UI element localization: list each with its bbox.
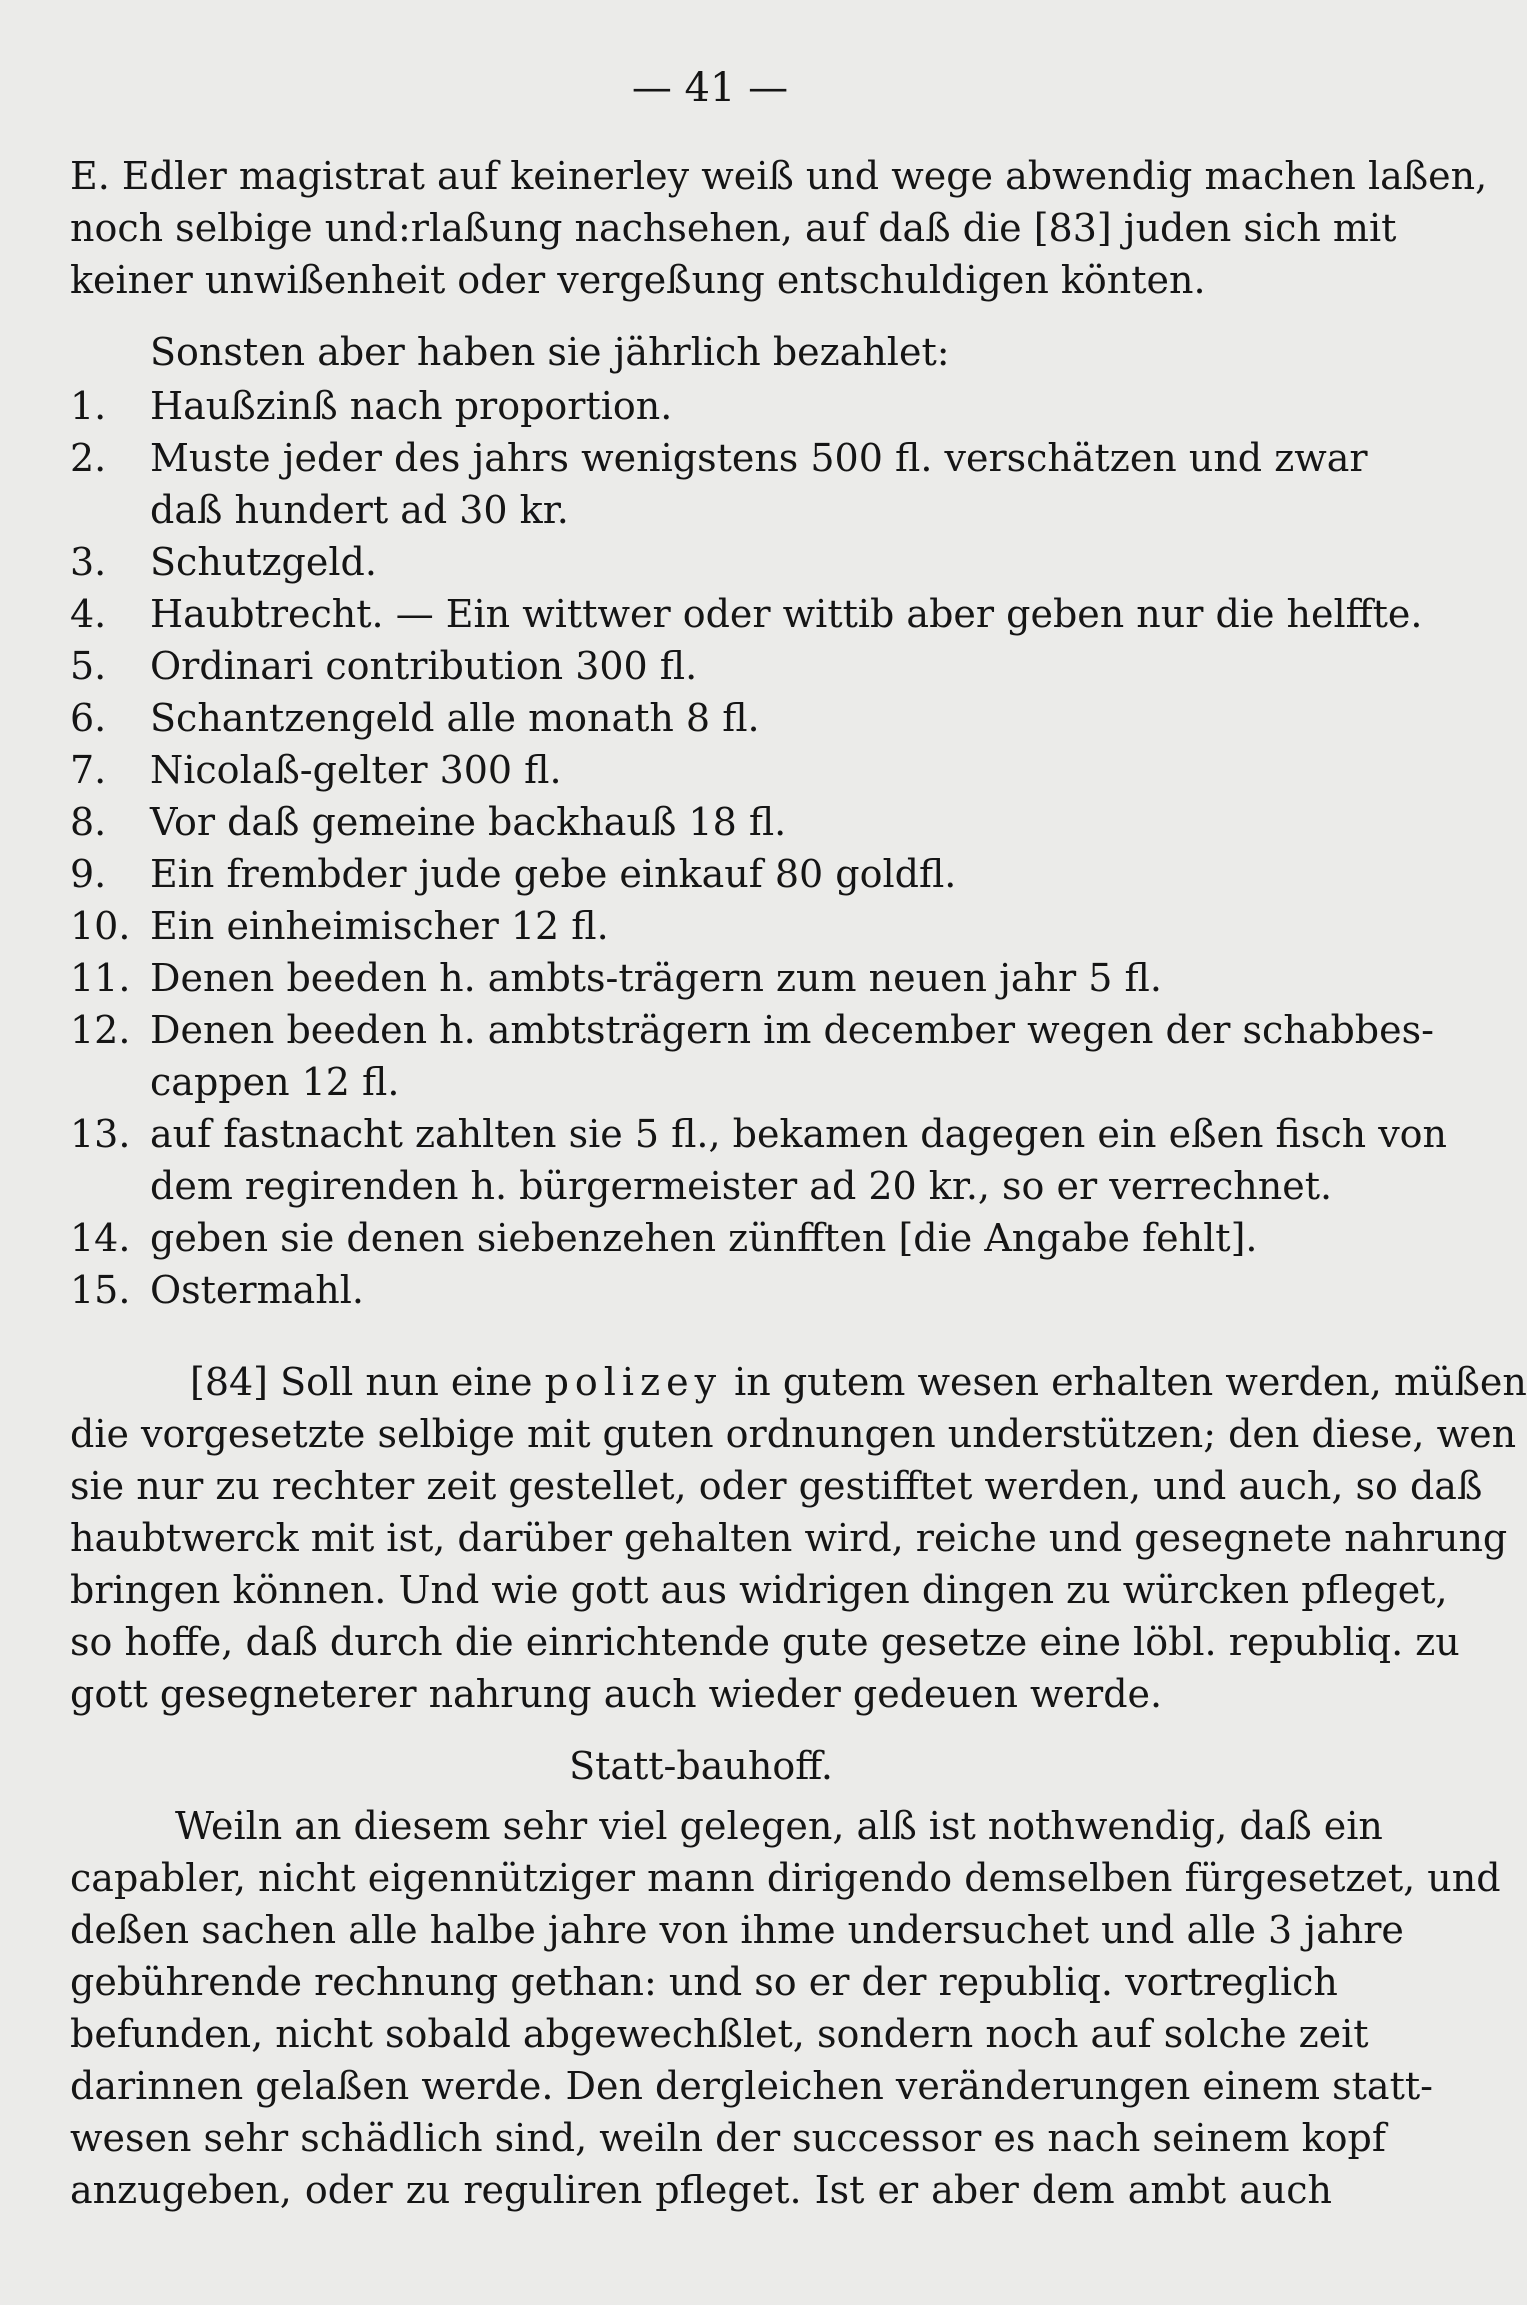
list-item [70,796,1332,848]
text-line: E. Edler magistrat auf keinerley weiß und wege abwendig machen laßen, [70,154,1488,198]
list-text: auf fastnacht zahlten sie 5 fl., bekamen dagegen ein eßen fisch von [150,1112,1448,1156]
list-text: daß hundert ad 30 kr. [150,488,569,532]
list-item [70,848,1332,900]
list-item [70,744,1332,796]
list-number: 11. [70,956,131,1000]
list-number: 1. [70,384,107,428]
list-text: Vor daß gemeine backhauß 18 fl. [150,800,787,844]
text-line: wesen sehr schädlich sind, weiln der successor es nach seinem kopf [70,2116,1386,2160]
text-line: capabler, nicht eigennütziger mann dirigendo demselben fürgesetzet, und [70,1856,1501,1900]
text-line: die vorgesetzte selbige mit guten ordnungen understützen; den diese, wen [70,1412,1517,1456]
list-text: Haußzinß nach proportion. [150,384,673,428]
section-heading: Statt-bauhoff. [569,1744,833,1788]
text-line: Sonsten aber haben sie jährlich bezahlet: [150,330,950,374]
text-line: deßen sachen alle halbe jahre von ihme undersuchet und alle 3 jahre [70,1908,1404,1952]
paragraph-start: [84] Soll nun eine [190,1360,545,1404]
list-item [70,1108,1448,1160]
list-text: Haubtrecht. — Ein wittwer oder wittib aber geben nur die helffte. [150,592,1423,636]
list-item [70,952,1332,1004]
text-line: keiner unwißenheit oder vergeßung entschuldigen könten. [70,258,1206,302]
list-text: dem regirenden h. bürgermeister ad 20 kr., so er verrechnet. [150,1164,1333,1208]
paragraph-rest: in gutem wesen erhalten werden, müßen [722,1360,1527,1404]
list-number: 15. [70,1268,131,1312]
list-text: Denen beeden h. ambts-trägern zum neuen jahr 5 fl. [150,956,1162,1000]
list-number: 5. [70,644,107,688]
spaced-word: polizey [544,1360,723,1404]
list-item [70,1160,1332,1212]
text-line: haubtwerck mit ist, darüber gehalten wird, reiche und gesegnete nahrung [70,1516,1508,1560]
list-number: 12. [70,1008,131,1052]
list-item [70,1004,1434,1056]
list-text: Ein frembder jude gebe einkauf 80 goldfl. [150,852,957,896]
text-line: noch selbige und:rlaßung nachsehen, auf daß die [83] juden sich mit [70,206,1397,250]
text-line: befunden, nicht sobald abgewechßlet, sondern noch auf solche zeit [70,2012,1369,2056]
text-line: Weiln an diesem sehr viel gelegen, alß ist nothwendig, daß ein [175,1804,1383,1848]
list-text: Ostermahl. [150,1268,364,1312]
list-number: 3. [70,540,107,584]
list-number: 2. [70,436,107,480]
list-text: Ein einheimischer 12 fl. [150,904,609,948]
list-item [70,432,1368,484]
list-text: Muste jeder des jahrs wenigstens 500 fl. verschätzen und zwar [150,436,1368,480]
list-text: Nicolaß-gelter 300 fl. [150,748,562,792]
paragraph-first-line [190,1356,1527,1408]
list-number: 13. [70,1112,131,1156]
list-item [70,900,1332,952]
list-number: 9. [70,852,107,896]
list-text: Schutzgeld. [150,540,377,584]
list-number: 14. [70,1216,131,1260]
text-line: gott gesegneterer nahrung auch wieder gedeuen werde. [70,1672,1163,1716]
list-item [70,1056,1332,1108]
list-text: Denen beeden h. ambtsträgern im december wegen der schabbes- [150,1008,1434,1052]
page-number: — 41 — [631,65,789,111]
list-item [70,692,1332,744]
list-item [70,536,1332,588]
list-text: geben sie denen siebenzehen zünfften [die Angabe fehlt]. [150,1216,1258,1260]
list-number: 7. [70,748,107,792]
list-item [70,1264,1332,1316]
text-line: sie nur zu rechter zeit gestellet, oder gestifftet werden, und auch, so daß [70,1464,1483,1508]
list-item [70,588,1423,640]
list-number: 4. [70,592,107,636]
list-item [70,484,1332,536]
list-number: 6. [70,696,107,740]
list-text: Schantzengeld alle monath 8 fl. [150,696,760,740]
text-line: bringen können. Und wie gott aus widrigen dingen zu würcken pfleget, [70,1568,1448,1612]
text-line: gebührende rechnung gethan: und so er der republiq. vortreglich [70,1960,1338,2004]
list-number: 8. [70,800,107,844]
list-item [70,380,1332,432]
list-text: cappen 12 fl. [150,1060,400,1104]
list-item [70,1212,1332,1264]
list-item [70,640,1332,692]
text-line: anzugeben, oder zu reguliren pfleget. Ist er aber dem ambt auch [70,2168,1332,2212]
list-number: 10. [70,904,131,948]
list-text: Ordinari contribution 300 fl. [150,644,698,688]
text-line: darinnen gelaßen werde. Den dergleichen veränderungen einem statt- [70,2064,1433,2108]
text-line: so hoffe, daß durch die einrichtende gute gesetze eine löbl. republiq. zu [70,1620,1460,1664]
